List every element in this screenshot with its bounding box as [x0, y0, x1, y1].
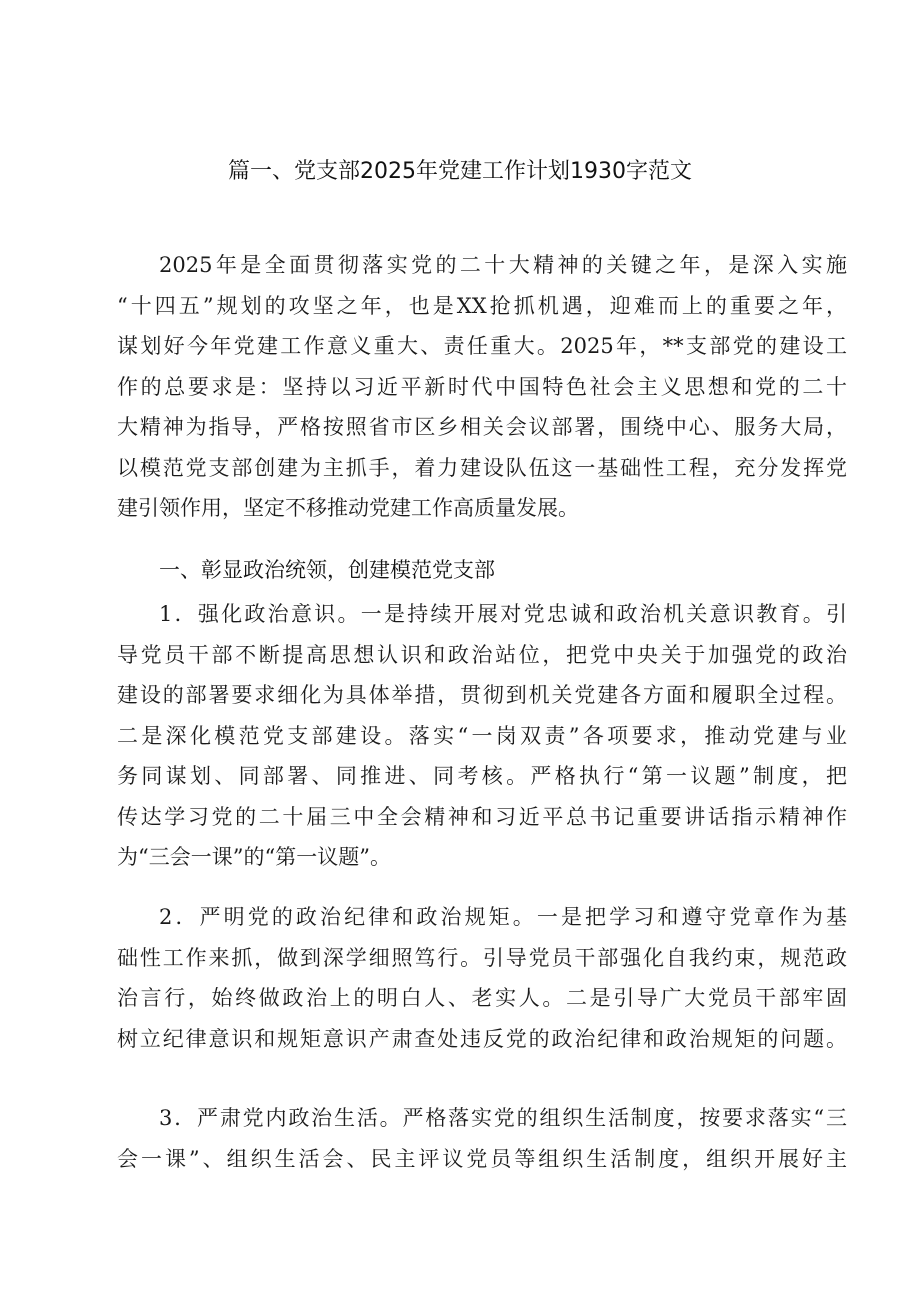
- paragraph-line: 务同谋划、同部署、同推进、同考核。严格执行“第一议题”制度，把: [117, 764, 847, 788]
- paragraph-line: 传达学习党的二十届三中全会精神和习近平总书记重要讲话指示精神作: [117, 804, 847, 829]
- paragraph-line: “十四五”规划的攻坚之年，也是XX抢抓机遇，迎难而上的重要之年，: [117, 293, 847, 318]
- paragraph-line: 2025年是全面贯彻落实党的二十大精神的关键之年，是深入实施: [159, 253, 847, 277]
- section-heading: 一、彰显政治统领，创建模范党支部: [159, 558, 495, 582]
- document-title: 篇一、党支部2025年党建工作计划1930字范文: [228, 159, 692, 184]
- paragraph-line: 础性工作来抓，做到深学细照笃行。引导党员干部强化自我约束，规范政: [117, 945, 847, 970]
- item-3-paragraph: [117, 1098, 847, 1179]
- section-heading-container: [117, 550, 847, 591]
- paragraph-line: 治言行，始终做政治上的明白人、老实人。二是引导广大党员干部牢固: [117, 986, 847, 1010]
- paragraph-line: 1．强化政治意识。一是持续开展对党忠诚和政治机关意识教育。引: [159, 602, 847, 626]
- paragraph-line: 大精神为指导，严格按照省市区乡相关会议部署，围绕中心、服务大局，: [117, 415, 847, 439]
- paragraph-line: 建引领作用，坚定不移推动党建工作高质量发展。: [117, 496, 579, 520]
- intro-paragraph: [117, 245, 847, 529]
- paragraph-line: 谋划好今年党建工作意义重大、责任重大。2025年，**支部党的建设工: [117, 334, 847, 358]
- item-1-paragraph: [117, 594, 847, 878]
- paragraph-line: 建设的部署要求细化为具体举措，贯彻到机关党建各方面和履职全过程。: [117, 683, 847, 707]
- paragraph-line: 为“三会一课”的“第一议题”。: [117, 845, 391, 869]
- paragraph-line: 以模范党支部创建为主抓手，着力建设队伍这一基础性工程，充分发挥党: [117, 455, 847, 480]
- paragraph-line: 二是深化模范党支部建设。落实“一岗双责”各项要求，推动党建与业: [117, 723, 847, 748]
- item-2-paragraph: [117, 897, 847, 1059]
- paragraph-line: 3．严肃党内政治生活。严格落实党的组织生活制度，按要求落实“三: [159, 1106, 847, 1130]
- paragraph-line: 作的总要求是：坚持以习近平新时代中国特色社会主义思想和党的二十: [117, 374, 847, 399]
- paragraph-line: 树立纪律意识和规矩意识产肃查处违反党的政治纪律和政治规矩的问题。: [117, 1026, 847, 1051]
- paragraph-line: 导党员干部不断提高思想认识和政治站位，把党中央关于加强党的政治: [117, 642, 847, 667]
- paragraph-line: 会一课”、组织生活会、民主评议党员等组织生活制度，组织开展好主: [117, 1146, 847, 1171]
- paragraph-line: 2．严明党的政治纪律和政治规矩。一是把学习和遵守党章作为基: [159, 905, 847, 929]
